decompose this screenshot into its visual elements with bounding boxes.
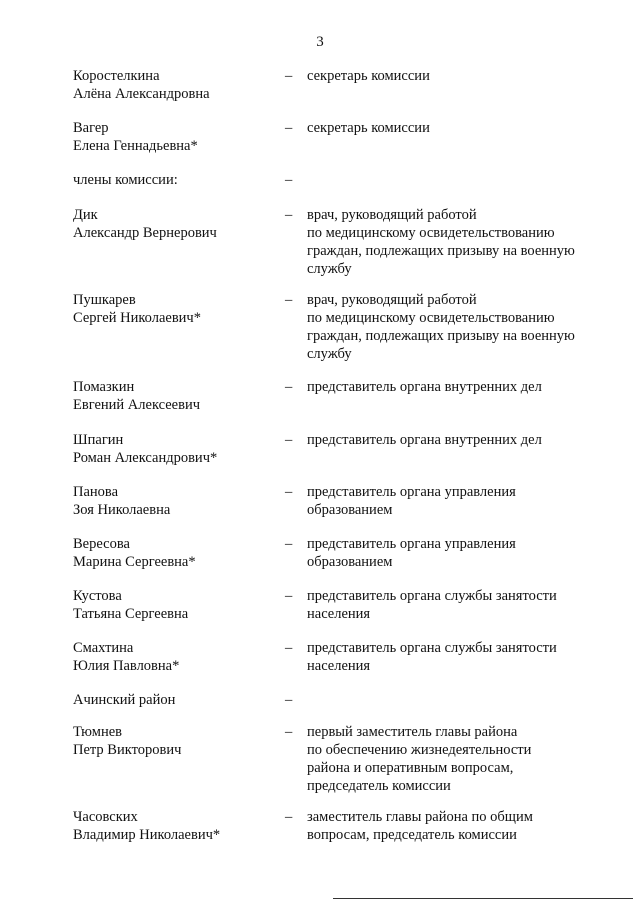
separator-dash: – <box>285 379 293 395</box>
member-role <box>307 119 597 137</box>
member-name <box>73 808 273 844</box>
member-role-line: граждан, подлежащих призыву на военную <box>307 243 575 259</box>
member-role-line: заместитель главы района по общим <box>307 809 533 825</box>
member-name-line: члены комиссии: <box>73 172 178 188</box>
page-number: 3 <box>316 34 324 50</box>
member-role-line: по обеспечению жизнедеятельности <box>307 742 532 758</box>
member-name-line: Шпагин <box>73 432 124 448</box>
member-name <box>73 535 273 571</box>
separator-dash: – <box>285 292 293 308</box>
member-role-line: секретарь комиссии <box>307 120 430 136</box>
separator-dash: – <box>285 724 293 740</box>
separator-dash: – <box>285 120 293 136</box>
member-name-line: Пушкарев <box>73 292 136 308</box>
member-role-line: службу <box>307 261 352 277</box>
bottom-rule <box>333 898 633 899</box>
member-role-line: населения <box>307 658 371 674</box>
member-name-line: Александр Вернерович <box>73 225 217 241</box>
member-role-line: представитель органа внутренних дел <box>307 379 542 395</box>
member-name <box>73 291 273 327</box>
separator-dash: – <box>285 432 293 448</box>
member-role <box>307 378 597 396</box>
member-role-line: врач, руководящий работой <box>307 207 477 223</box>
member-name-line: Сергей Николаевич* <box>73 310 201 326</box>
member-name-line: Панова <box>73 484 119 500</box>
member-role <box>307 639 597 675</box>
separator-dash: – <box>285 588 293 604</box>
member-name-line: Евгений Алексеевич <box>73 397 201 413</box>
member-name <box>73 119 273 155</box>
member-role-line: представитель органа внутренних дел <box>307 432 542 448</box>
member-name-line: Татьяна Сергеевна <box>73 606 189 622</box>
member-name-line: Вересова <box>73 536 130 552</box>
member-name <box>73 431 273 467</box>
member-role-line: граждан, подлежащих призыву на военную <box>307 328 575 344</box>
member-name-line: Елена Геннадьевна* <box>73 138 198 154</box>
member-role-line: образованием <box>307 554 393 570</box>
member-name-line: Алёна Александровна <box>73 86 210 102</box>
separator-dash: – <box>285 68 293 84</box>
separator-dash: – <box>285 207 293 223</box>
member-name-line: Коростелкина <box>73 68 160 84</box>
member-name <box>73 171 273 189</box>
member-name-line: Помазкин <box>73 379 135 395</box>
member-name-line: Смахтина <box>73 640 134 656</box>
member-name <box>73 587 273 623</box>
member-role-line: представитель органа управления <box>307 536 516 552</box>
member-name-line: Зоя Николаевна <box>73 502 171 518</box>
member-role-line: по медицинскому освидетельствованию <box>307 310 555 326</box>
member-role-line: врач, руководящий работой <box>307 292 477 308</box>
member-role <box>307 808 597 844</box>
member-role-line: района и оперативным вопросам, <box>307 760 514 776</box>
member-role <box>307 723 597 795</box>
member-name <box>73 639 273 675</box>
member-role-line: представитель органа службы занятости <box>307 640 557 656</box>
member-name-line: Петр Викторович <box>73 742 182 758</box>
member-role-line: секретарь комиссии <box>307 68 430 84</box>
member-name <box>73 723 273 759</box>
member-name-line: Ачинский район <box>73 692 176 708</box>
member-role <box>307 291 597 363</box>
separator-dash: – <box>285 809 293 825</box>
member-name-line: Владимир Николаевич* <box>73 827 221 843</box>
separator-dash: – <box>285 640 293 656</box>
member-role <box>307 587 597 623</box>
member-name-line: Кустова <box>73 588 122 604</box>
member-role <box>307 67 597 85</box>
member-name-line: Марина Сергеевна* <box>73 554 196 570</box>
member-role-line: первый заместитель главы района <box>307 724 518 740</box>
separator-dash: – <box>285 484 293 500</box>
member-role <box>307 535 597 571</box>
member-role-line: вопросам, председатель комиссии <box>307 827 517 843</box>
member-name <box>73 691 273 709</box>
member-name-line: Часовских <box>73 809 138 825</box>
member-role-line: представитель органа управления <box>307 484 516 500</box>
member-name-line: Тюмнев <box>73 724 122 740</box>
member-name <box>73 483 273 519</box>
member-name <box>73 206 273 242</box>
member-name <box>73 378 273 414</box>
member-name-line: Вагер <box>73 120 109 136</box>
member-role <box>307 431 597 449</box>
member-role-line: по медицинскому освидетельствованию <box>307 225 555 241</box>
separator-dash: – <box>285 172 293 188</box>
member-role-line: председатель комиссии <box>307 778 451 794</box>
member-name-line: Юлия Павловна* <box>73 658 180 674</box>
separator-dash: – <box>285 692 293 708</box>
member-role-line: образованием <box>307 502 393 518</box>
member-name-line: Роман Александрович* <box>73 450 218 466</box>
member-role <box>307 483 597 519</box>
member-name-line: Дик <box>73 207 98 223</box>
member-role <box>307 206 597 278</box>
member-role-line: представитель органа службы занятости <box>307 588 557 604</box>
member-role-line: населения <box>307 606 371 622</box>
member-name <box>73 67 273 103</box>
member-role-line: службу <box>307 346 352 362</box>
separator-dash: – <box>285 536 293 552</box>
